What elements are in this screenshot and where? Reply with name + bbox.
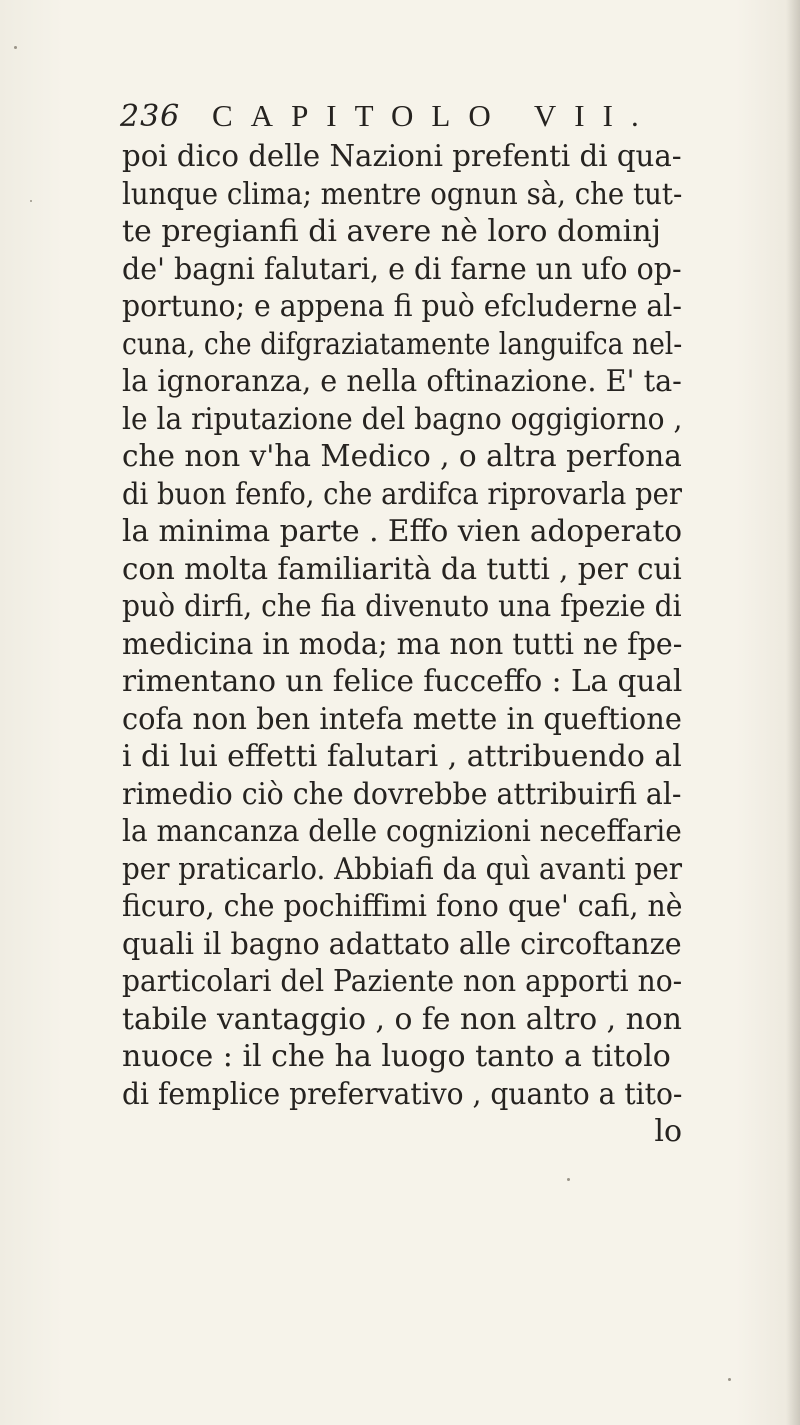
text-line: particolari del Paziente non apporti no- [122,964,683,999]
text-line: la ignoranza, e nella oftinazione. E' ta- [122,364,682,399]
paper-speck [14,46,17,49]
text-line: che non v'ha Medico , o altra perfona [122,439,682,474]
text-line: medicina in moda; ma non tutti ne fpe- [122,626,683,662]
text-line: cuna, che difgraziatamente languifca nel- [122,326,683,362]
text-line: per praticarlo. Abbiafi da quì avanti per [122,851,683,887]
text-line: lunque clima; mentre ognun sà, che tut- [122,176,683,212]
text-line: di femplice prefervativo , quanto a tito- [122,1076,683,1112]
running-head: CAPITOLO VII. [212,98,657,133]
text-line: de' bagni falutari, e di farne un ufo op- [122,251,682,287]
text-line: rimedio ciò che dovrebbe attribuirfi al- [122,776,682,812]
text-line: può dirfi, che fia divenuto una fpezie di [122,589,682,624]
catchword: lo [654,1114,682,1149]
text-line: tabile vantaggio , o fe non altro , non [122,1001,682,1037]
page-header [120,98,680,138]
text-body [122,138,682,1151]
paper-speck [728,1378,731,1381]
page-edge-shadow [786,0,800,1425]
text-line: i di lui effetti falutari , attribuendo al [122,739,682,774]
text-line: portuno; e appena fi può efcluderne al- [122,289,682,324]
text-line: nuoce : il che ha luogo tanto a titolo [122,1039,671,1074]
text-line: te pregianfi di avere nè loro dominj [122,214,661,249]
text-line: la mancanza delle cognizioni neceffarie [122,814,682,849]
text-line: le la riputazione del bagno oggigiorno , [122,401,683,437]
text-line: la minima parte . Effo vien adoperato [122,514,683,549]
text-line: poi dico delle Nazioni prefenti di qua- [122,139,682,174]
paper-speck [567,1178,570,1181]
text-line: ficuro, che pochiffimi fono que' cafi, nè [122,889,683,924]
text-line: cofa non ben intefa mette in queftione [122,701,682,737]
paper-speck [30,200,32,202]
text-line: rimentano un felice fucceffo : La qual [122,664,683,699]
text-line: con molta familiarità da tutti , per cui [122,551,682,587]
text-line: quali il bagno adattato alle circoftanze [122,926,682,962]
text-line: di buon fenfo, che ardifca riprovarla per [122,476,682,512]
page-number: 236 [120,99,181,134]
